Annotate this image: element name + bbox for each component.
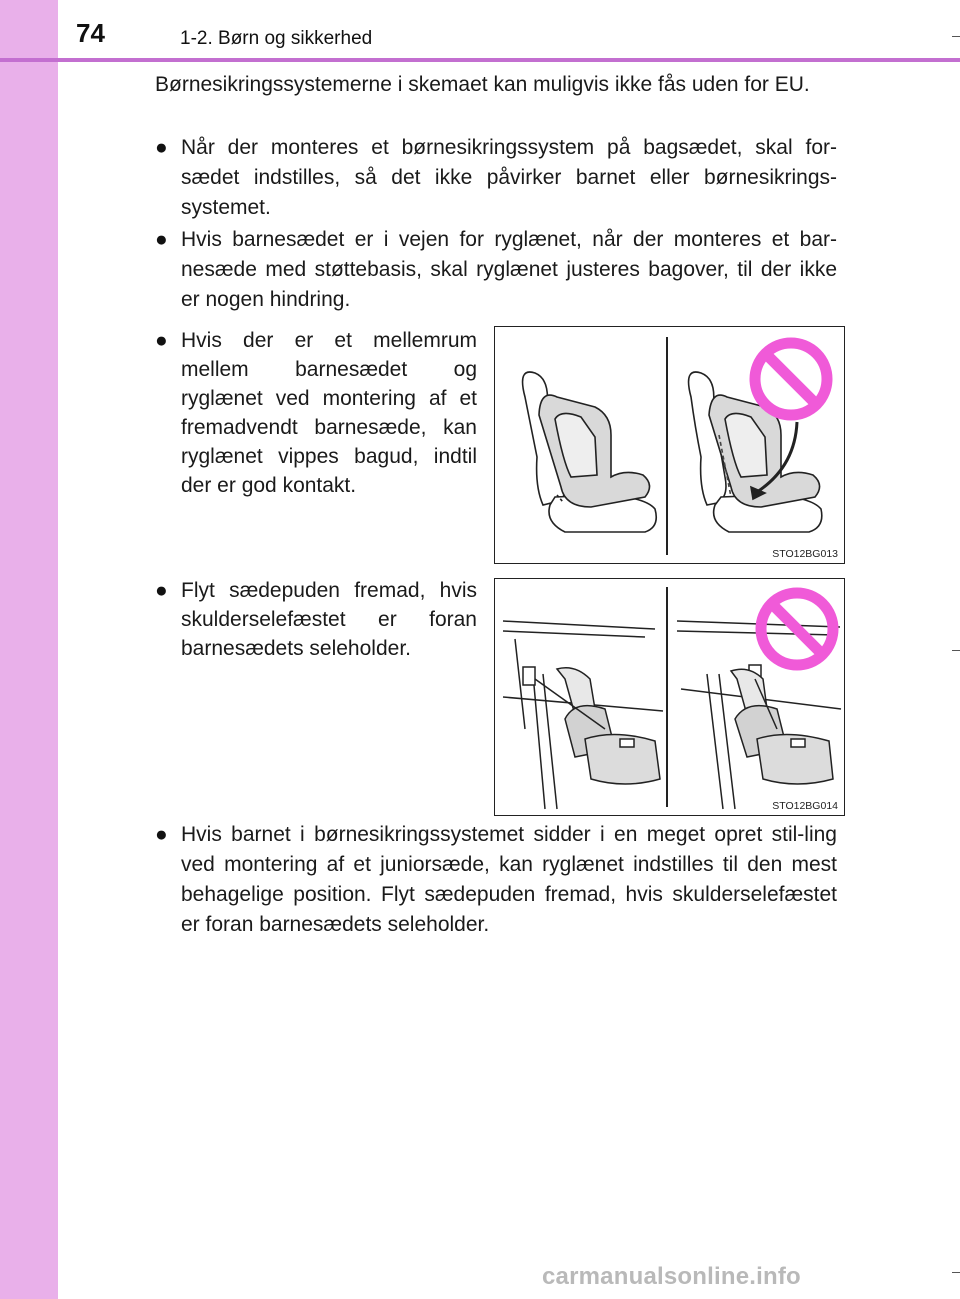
crop-mark [952, 650, 960, 651]
bullet-text: Hvis barnet i børnesikringssystemet sidder i en meget opret stil-ling ved montering af et juniorsæde, kan ryglænet indstilles til den mest behagelige position. Flyt sædepuden fremad, hvis skulderselefæstet er foran barnesædets seleholder. [181, 823, 837, 936]
bullet-item [155, 133, 837, 223]
bullet-text: Flyt sædepuden fremad, hvis skulderselefæstet er foran barnesædets seleholder. [181, 579, 477, 660]
belt-illustration [495, 579, 843, 814]
figure-belt-anchor [494, 578, 845, 816]
prohibited-icon [761, 593, 833, 665]
bullet-text: Når der monteres et børnesikringssystem på bagsædet, skal for-sædet indstilles, så det ikke påvirker barnet eller børnesikrings-systemet. [181, 136, 837, 219]
bullet-item [155, 225, 837, 315]
bullet-item [155, 326, 477, 500]
crop-mark [952, 36, 960, 37]
page-number: 74 [76, 18, 105, 48]
figure-code: STO12BG013 [772, 548, 838, 560]
bullet-dot-icon: ● [155, 136, 168, 159]
bullet-dot-icon: ● [155, 228, 168, 251]
seat-illustration [495, 327, 843, 562]
bullet-item [155, 820, 837, 940]
bullet-text: Hvis der er et mellemrum mellem barnesædet og ryglænet ved montering af et fremadvendt barnesæde, kan ryglænet vippes bagud, indtil der er god kontakt. [181, 329, 477, 497]
bullet-item [155, 576, 477, 663]
figure-code: STO12BG014 [772, 800, 838, 812]
section-title: 1-2. Børn og sikkerhed [180, 28, 373, 49]
watermark: carmanualsonline.info [542, 1263, 801, 1290]
bullet-dot-icon: ● [155, 823, 168, 846]
bullet-dot-icon: ● [155, 329, 168, 352]
bullet-text: Hvis barnesædet er i vejen for ryglænet, når der monteres et bar-nesæde med støttebasis, skal ryglænet justeres bagover, til der ikke er nogen hindring. [181, 228, 837, 311]
figure-seat-gap [494, 326, 845, 564]
intro-paragraph: Børnesikringssystemerne i skemaet kan muligvis ikke fås uden for EU. [155, 73, 810, 96]
crop-mark [952, 1272, 960, 1273]
prohibited-icon [755, 343, 827, 415]
side-tab [0, 0, 58, 1299]
header-rule [0, 58, 960, 62]
bullet-dot-icon: ● [155, 579, 168, 602]
